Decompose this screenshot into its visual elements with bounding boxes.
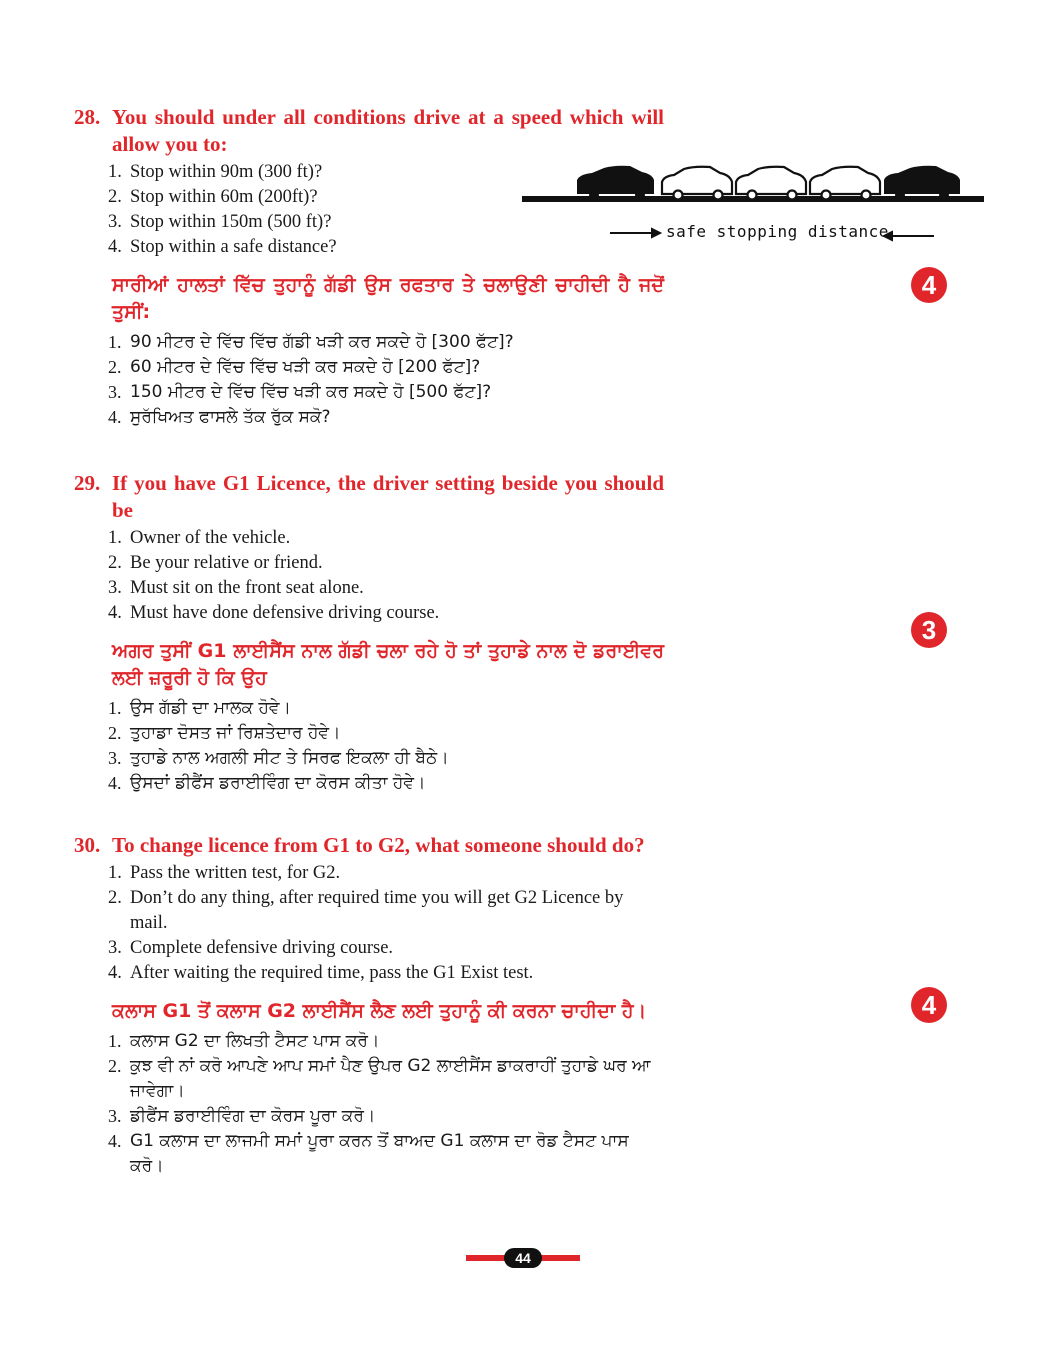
punjabi-options: [74, 1029, 664, 1179]
pa-option-1: 1. ਉਸ ਗੱਡੀ ਦਾ ਮਾਲਕ ਹੋਵੇ।: [108, 698, 292, 718]
page-number: 44: [504, 1248, 542, 1268]
option-2: 2. Stop within 60m (200ft)?: [108, 187, 318, 207]
question-29: [74, 470, 664, 796]
question-heading: [74, 832, 664, 859]
punjabi-options: [74, 330, 664, 430]
question-title: To change licence from G1 to G2, what someone should do?: [112, 833, 645, 857]
pa-option-4: 4. ਸੁਰੱਖਿਅਤ ਫਾਸਲੇ ਤੱਕ ਰੁੱਕ ਸਕੋ?: [108, 407, 331, 427]
question-title: If you have G1 Licence, the driver setting beside you should be: [112, 471, 664, 522]
question-number: 29.: [74, 471, 101, 495]
option-4: 4. Must have done defensive driving course.: [108, 603, 440, 623]
punjabi-question-title: ਅਗਰ ਤੁਸੀਂ G1 ਲਾਈਸੈਂਸ ਨਾਲ ਗੱਡੀ ਚਲਾ ਰਹੇ ਹੋ ਤਾਂ ਤੁਹਾਡੇ ਨਾਲ ਦੋ ਡਰਾਈਵਰ ਲਈ ਜ਼ਰੂਰੀ ਹੋ ਕਿ ਉਹ: [112, 640, 664, 689]
english-options: [74, 526, 664, 626]
pa-option-3: 3. ਡੀਫੈਂਸ ਡਰਾਈਵਿੰਗ ਦਾ ਕੋਰਸ ਪੂਰਾ ਕਰੋ।: [108, 1106, 376, 1126]
pa-option-2: 2. ਤੁਹਾਡਾ ਦੋਸਤ ਜਾਂ ਰਿਸ਼ਤੇਦਾਰ ਹੋਵੇ।: [108, 723, 341, 743]
question-30: [74, 832, 664, 1179]
option-4: 4. After waiting the required time, pass the G1 Exist test.: [108, 963, 534, 983]
page-footer: [466, 1244, 580, 1272]
car-outline-1-icon: [662, 167, 732, 200]
arrow-left-icon: [884, 232, 934, 240]
arrow-right-icon: [610, 229, 660, 237]
question-number: 28.: [74, 105, 101, 129]
option-1: 1. Pass the written test, for G2.: [108, 863, 341, 883]
question-heading: [74, 470, 664, 524]
question-heading: [74, 104, 664, 158]
punjabi-question-title: ਕਲਾਸ G1 ਤੋਂ ਕਲਾਸ G2 ਲਾਈਸੈਂਸ ਲੈਣ ਲਈ ਤੁਹਾਨੂੰ ਕੀ ਕਰਨਾ ਚਾਹੀਦਾ ਹੈ।: [112, 1000, 647, 1022]
pa-option-4: 4. ਉਸਦਾਂ ਡੀਫੈਂਸ ਡਰਾਈਵਿੰਗ ਦਾ ਕੋਰਸ ਕੀਤਾ ਹੋਵੇ।: [108, 773, 426, 793]
option-2: 2. Be your relative or friend.: [108, 553, 323, 573]
option-1: 1. Stop within 90m (300 ft)?: [108, 162, 323, 182]
car-black-right-icon: [884, 166, 960, 200]
answer-badge-29: 3: [911, 612, 947, 648]
option-4: 4. Stop within a safe distance?: [108, 237, 337, 257]
car-black-left-icon: [577, 166, 654, 200]
option-3: 3. Stop within 150m (500 ft)?: [108, 212, 332, 232]
option-3: 3. Must sit on the front seat alone.: [108, 578, 364, 598]
option-3: 3. Complete defensive driving course.: [108, 938, 394, 958]
pa-option-1: 1. 90 ਮੀਟਰ ਦੇ ਵਿੱਚ ਵਿੱਚ ਗੱਡੀ ਖੜੀ ਕਰ ਸਕਦੇ ਹੋ [300 ਫੱਟ]?: [108, 332, 514, 352]
car-outline-2-icon: [736, 167, 806, 200]
answer-badge-28: 4: [911, 267, 947, 303]
pa-option-2: 2. 60 ਮੀਟਰ ਦੇ ਵਿੱਚ ਵਿੱਚ ਖੜੀ ਕਰ ਸਕਦੇ ਹੋ [200 ਫੱਟ]?: [108, 357, 481, 377]
punjabi-options: [74, 696, 664, 796]
pa-option-3: 3. 150 ਮੀਟਰ ਦੇ ਵਿੱਚ ਵਿੱਚ ਖੜੀ ਕਰ ਸਕਦੇ ਹੋ [500 ਫੱਟ]?: [108, 382, 492, 402]
pa-option-4: 4. G1 ਕਲਾਸ ਦਾ ਲਾਜਮੀ ਸਮਾਂ ਪੂਰਾ ਕਰਨ ਤੋਂ ਬਾਅਦ G1 ਕਲਾਸ ਦਾ ਰੋਡ ਟੈਸਟ ਪਾਸ ਕਰੋ।: [108, 1131, 629, 1176]
question-28: [74, 104, 664, 430]
answer-badge-30: 4: [911, 987, 947, 1023]
english-options: [74, 861, 664, 986]
car-outline-3-icon: [810, 167, 880, 200]
question-title: You should under all conditions drive at a speed which will allow you to:: [112, 105, 664, 156]
option-2: 2. Don’t do any thing, after required time you will get G2 Licence by mail.: [108, 888, 624, 933]
pa-option-3: 3. ਤੁਹਾਡੇ ਨਾਲ ਅਗਲੀ ਸੀਟ ਤੇ ਸਿਰਫ ਇਕਲਾ ਹੀ ਬੈਠੇ।: [108, 748, 449, 768]
punjabi-question-title: ਸਾਰੀਆਂ ਹਾਲਤਾਂ ਵਿੱਚ ਤੁਹਾਨੂੰ ਗੱਡੀ ਉਸ ਰਫਤਾਰ ਤੇ ਚਲਾਉਣੀ ਚਾਹੀਦੀ ਹੈ ਜਦੋਂ ਤੁਸੀਂ:: [112, 274, 664, 323]
pa-option-2: 2. ਕੁਝ ਵੀ ਨਾਂ ਕਰੋ ਆਪਣੇ ਆਪ ਸਮਾਂ ਪੈਣ ਉਪਰ G2 ਲਾਈਸੈਂਸ ਡਾਕਰਾਹੀਂ ਤੁਹਾਡੇ ਘਰ ਆ ਜਾਵੇਗਾ।: [108, 1056, 651, 1101]
question-number: 30.: [74, 833, 101, 857]
option-1: 1. Owner of the vehicle.: [108, 528, 291, 548]
pa-option-1: 1. ਕਲਾਸ G2 ਦਾ ਲਿਖਤੀ ਟੈਸਟ ਪਾਸ ਕਰੋ।: [108, 1031, 380, 1051]
illustration-caption: safe stopping distance: [666, 222, 889, 241]
